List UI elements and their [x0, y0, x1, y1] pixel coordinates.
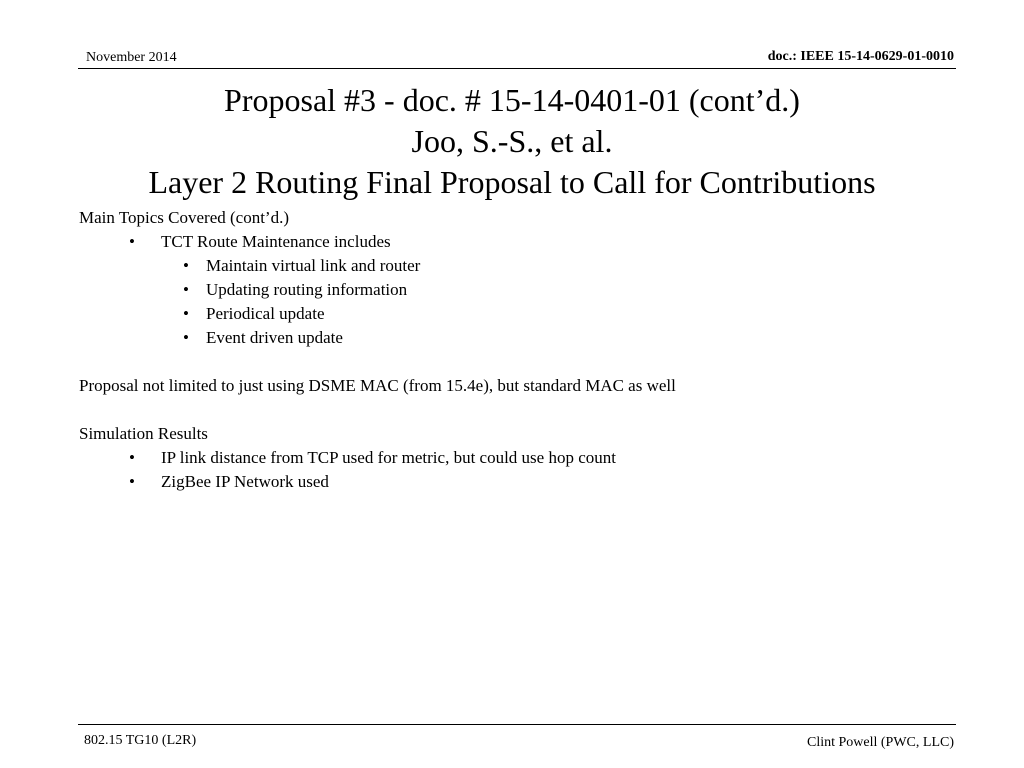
list-item-tct: [79, 230, 959, 254]
bullet-icon: •: [129, 448, 135, 467]
spacer: [79, 350, 959, 374]
title-line-2: Joo, S.-S., et al.: [411, 123, 613, 159]
bullet-icon: •: [129, 472, 135, 491]
list-subitem-text: Maintain virtual link and router: [206, 256, 421, 275]
list-item-text: TCT Route Maintenance includes: [161, 232, 391, 251]
list-subitem-text: Event driven update: [206, 328, 343, 347]
header-doc-id: doc.: IEEE 15-14-0629-01-0010: [767, 49, 954, 64]
bullet-icon: •: [183, 328, 189, 347]
slide-title: [0, 80, 1024, 203]
list-subitem: [79, 278, 959, 302]
list-subitem-text: Updating routing information: [206, 280, 408, 299]
bullet-icon: •: [129, 232, 135, 251]
header-divider: [78, 68, 956, 69]
list-item-text: IP link distance from TCP used for metric, but could use hop count: [161, 448, 616, 467]
list-item-simulation: [79, 446, 959, 470]
title-line-3: Layer 2 Routing Final Proposal to Call for Contributions: [148, 164, 876, 200]
bullet-icon: •: [183, 280, 189, 299]
header-date: November 2014: [86, 50, 177, 65]
bullet-icon: •: [183, 304, 189, 323]
list-item-simulation: [79, 470, 959, 494]
footer-group-label: 802.15 TG10 (L2R): [84, 733, 197, 748]
list-item-text: ZigBee IP Network used: [161, 472, 329, 491]
list-subitem: [79, 302, 959, 326]
simulation-heading: Simulation Results: [79, 424, 208, 443]
title-line-1: Proposal #3 - doc. # 15-14-0401-01 (cont’d.): [224, 82, 800, 118]
list-subitem: [79, 254, 959, 278]
bullet-icon: •: [183, 256, 189, 275]
slide-body: [79, 206, 959, 494]
footer-divider: [78, 724, 956, 725]
list-subitem-text: Periodical update: [206, 304, 325, 323]
proposal-note: Proposal not limited to just using DSME MAC (from 15.4e), but standard MAC as well: [79, 376, 676, 395]
main-topics-heading: Main Topics Covered (cont’d.): [79, 208, 290, 227]
spacer: [79, 398, 959, 422]
footer-author: Clint Powell (PWC, LLC): [807, 735, 954, 750]
list-subitem: [79, 326, 959, 350]
